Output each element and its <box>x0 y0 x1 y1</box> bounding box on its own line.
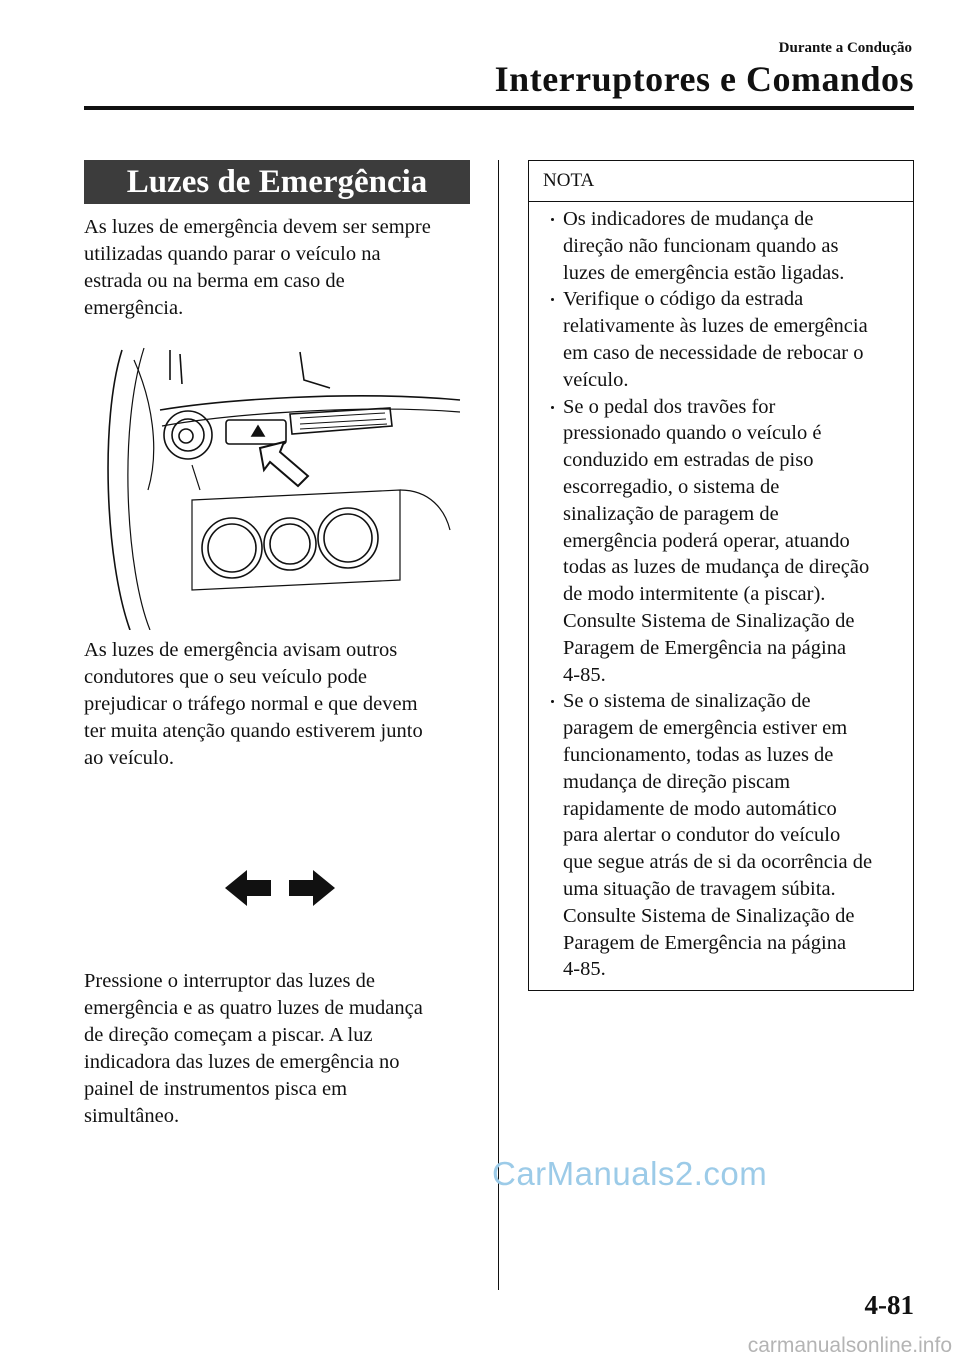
bullet-icon <box>551 700 554 703</box>
warning-paragraph: As luzes de emergência avisam outros condutores que o seu veículo pode prejudicar o tráfego normal e que devem ter muita atenção quando estiverem junto ao veículo. <box>84 639 423 769</box>
column-divider <box>498 160 499 1290</box>
note-box <box>528 160 914 991</box>
instruction-paragraph: Pressione o interruptor das luzes de emergência e as quatro luzes de mudança de direção começam a piscar. A luz indicadora das luzes de emergência no painel de instrumentos pisca em simultâneo. <box>84 970 423 1127</box>
header-rule <box>84 106 914 110</box>
turn-signal-arrows-icon <box>225 868 335 908</box>
bullet-icon <box>551 298 554 301</box>
note-title: NOTA <box>529 161 913 202</box>
footer-site-link[interactable]: carmanualsonline.info <box>747 1334 952 1357</box>
bullet-icon <box>551 218 554 221</box>
chapter-header: Interruptores e Comandos <box>494 59 914 99</box>
section-title: Luzes de Emergência <box>84 160 470 204</box>
page-number: 4-81 <box>864 1290 914 1320</box>
hazard-switch-illustration <box>100 340 470 630</box>
intro-paragraph: As luzes de emergência devem ser sempre utilizadas quando parar o veículo na estrada ou na berma em caso de emergência. <box>84 216 431 319</box>
bullet-icon <box>551 406 554 409</box>
section-header: Durante a Condução <box>778 40 912 56</box>
watermark: CarManuals2.com <box>492 1155 768 1192</box>
note-item: Se o pedal dos travões for pressionado quando o veículo é conduzido em estradas de piso escorregadio, o sistema de sinalização de paragem de emergência poderá operar, atuando todas as luzes de mudança de direção de modo intermitente (a piscar). Consulte Sistema de Sinalização de Paragem de Emergência na página 4-85. <box>529 394 913 689</box>
note-item: Se o sistema de sinalização de paragem de emergência estiver em funcionamento, todas as luzes de mudança de direção piscam rapidamente de modo automático para alertar o condutor do veículo que segue atrás de si da ocorrência de uma situação de travagem súbita. Consulte Sistema de Sinalização de Paragem de Emergência na página 4-85. <box>529 688 913 983</box>
note-item: Os indicadores de mudança de direção não funcionam quando as luzes de emergência estão ligadas. <box>529 206 913 286</box>
note-list <box>529 202 913 983</box>
note-item: Verifique o código da estrada relativamente às luzes de emergência em caso de necessidade de rebocar o veículo. <box>529 286 913 393</box>
